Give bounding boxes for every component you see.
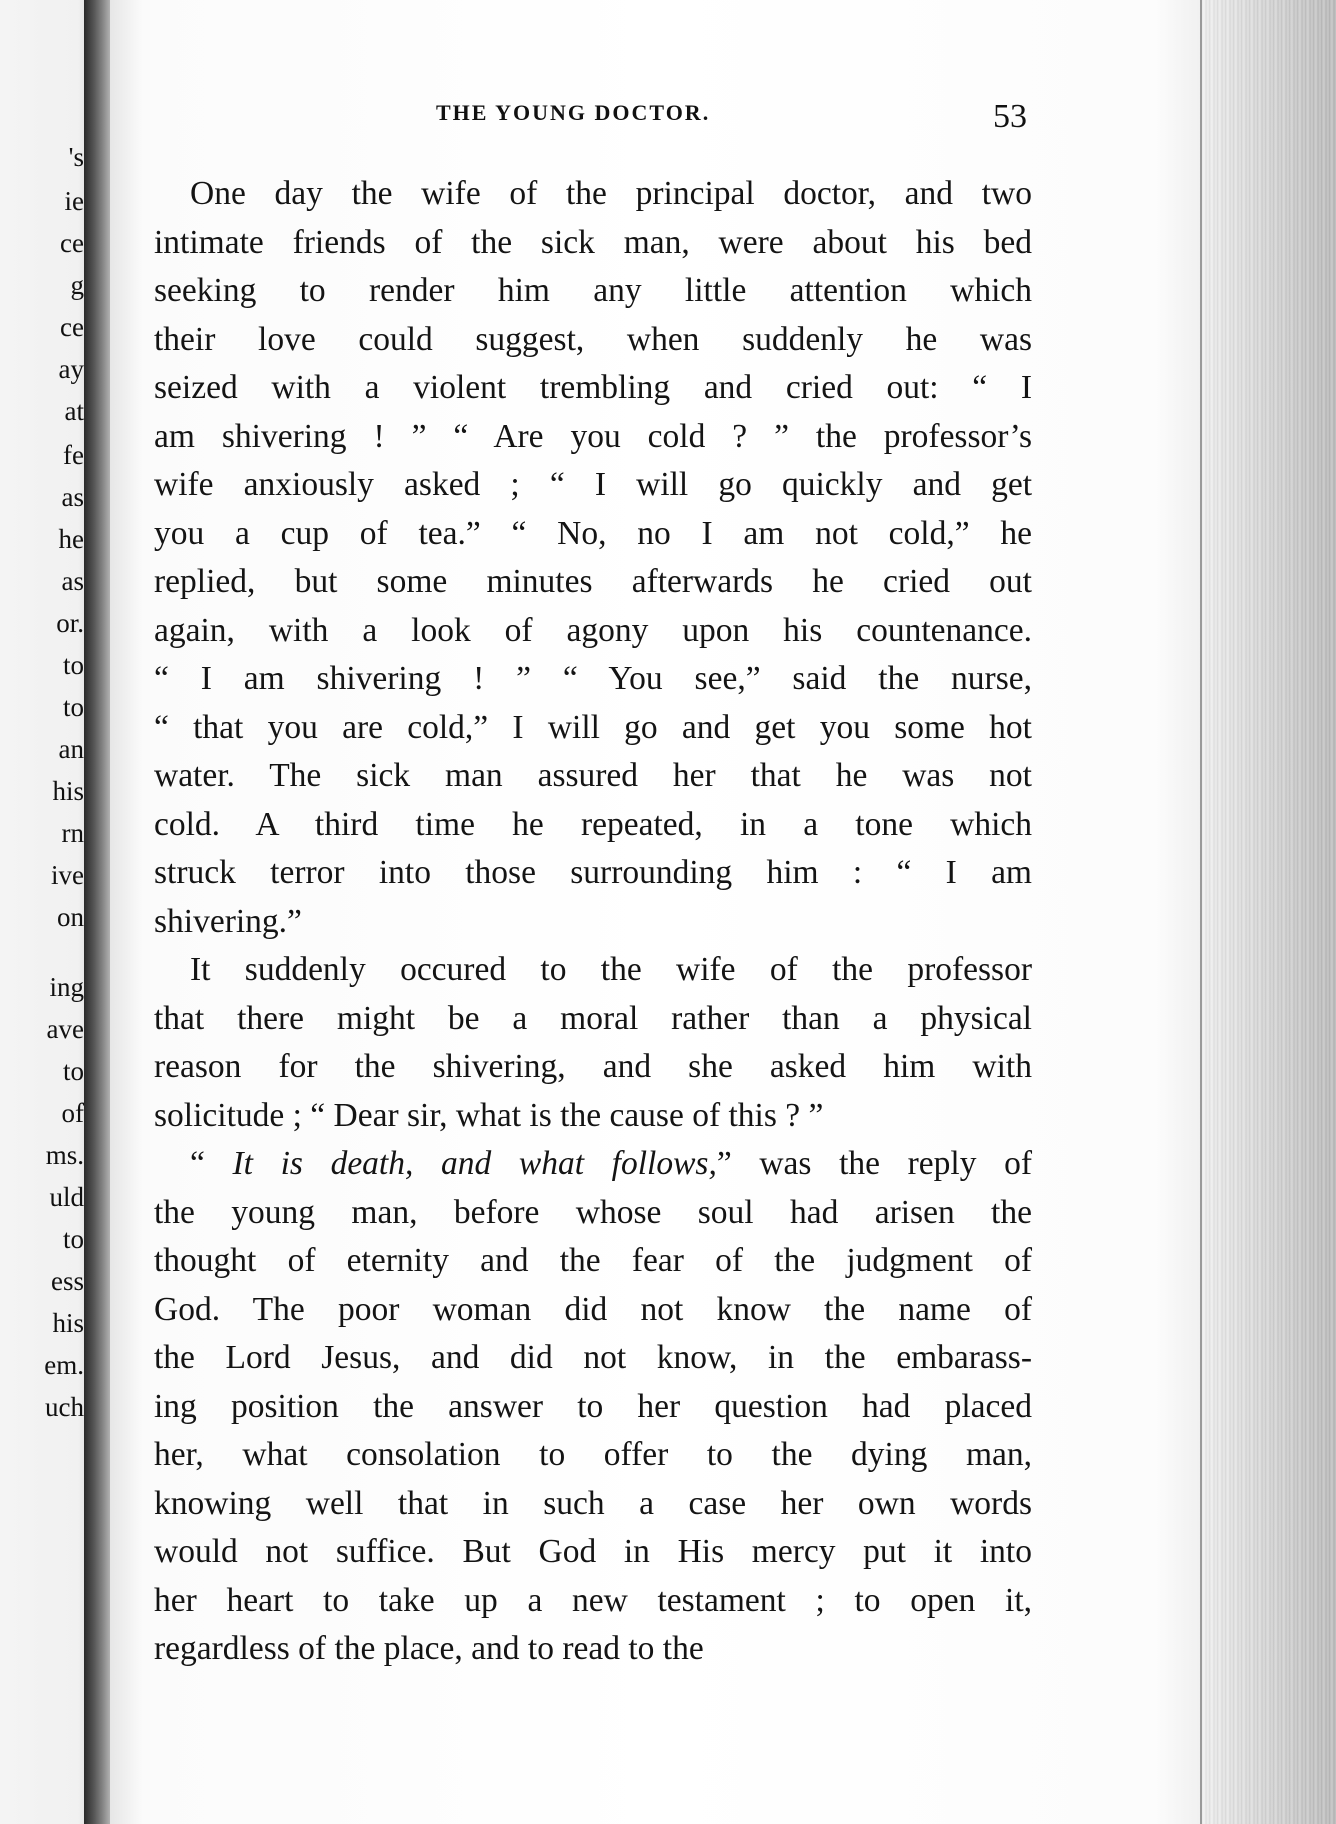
left-page-fragment: on bbox=[57, 902, 84, 932]
running-head-title: THE YOUNG DOCTOR. bbox=[436, 100, 711, 125]
text-line: the Lord Jesus, and did not know, in the embarass- bbox=[154, 1339, 1032, 1376]
left-page-fragment: g bbox=[70, 270, 84, 300]
left-page-fragment: to bbox=[62, 1224, 84, 1254]
left-page-fragment: as bbox=[61, 566, 84, 596]
left-page-fragment: ce bbox=[60, 312, 84, 342]
left-page-fragment: ing bbox=[49, 972, 84, 1002]
left-page-fragment: ie bbox=[64, 186, 84, 216]
left-page-fragment: of bbox=[61, 1098, 84, 1128]
left-page-fragment: or. bbox=[56, 608, 84, 638]
left-page-fragment: his bbox=[52, 1308, 84, 1338]
page-number: 53 bbox=[993, 98, 1027, 135]
text-line: “ that you are cold,” I will go and get you some hot bbox=[154, 708, 1032, 746]
left-page-fragment: ce bbox=[60, 228, 84, 258]
left-page-fragment: fe bbox=[63, 440, 84, 470]
text-line: intimate friends of the sick man, were about his bed bbox=[154, 223, 1032, 261]
left-page-fragment: 's bbox=[68, 142, 84, 172]
running-head bbox=[436, 100, 1036, 126]
text-line: am shivering ! ” “ Are you cold ? ” the professor’s bbox=[154, 417, 1032, 455]
page-edges bbox=[1200, 0, 1336, 1824]
left-page-fragment: he bbox=[58, 524, 84, 554]
text-line: thought of eternity and the fear of the judgment of bbox=[154, 1242, 1032, 1279]
left-page-fragment: to bbox=[62, 1056, 84, 1086]
text-line: cold. A third time he repeated, in a tone which bbox=[154, 805, 1032, 843]
left-page-fragment: ess bbox=[51, 1266, 84, 1296]
left-page-fragment: uch bbox=[45, 1392, 84, 1422]
text-line: One day the wife of the principal doctor, and two bbox=[190, 175, 1032, 212]
text-line: seeking to render him any little attention which bbox=[154, 272, 1032, 309]
text-line: God. The poor woman did not know the name of bbox=[154, 1290, 1032, 1328]
left-page-fragment: ive bbox=[51, 860, 84, 890]
text-line: solicitude ; “ Dear sir, what is the cause of this ? ” bbox=[154, 1096, 824, 1134]
text-line: their love could suggest, when suddenly he was bbox=[154, 320, 1032, 358]
text-line: again, with a look of agony upon his countenance. bbox=[154, 611, 1032, 649]
italic-quote: It is death, and what follows, bbox=[232, 1145, 717, 1182]
body-text bbox=[154, 170, 1032, 1674]
text-line: you a cup of tea.” “ No, no I am not cold,” he bbox=[154, 514, 1032, 552]
left-page-fragment: at bbox=[64, 396, 84, 426]
text-line: It suddenly occured to the wife of the professor bbox=[190, 951, 1032, 988]
text-line: seized with a violent trembling and cried out: “ I bbox=[154, 369, 1032, 406]
left-facing-page bbox=[0, 0, 92, 1824]
text-line: water. The sick man assured her that he was not bbox=[154, 757, 1032, 794]
text-line: ing position the answer to her question had placed bbox=[154, 1387, 1032, 1425]
paragraph-1 bbox=[154, 170, 1032, 946]
text-line: knowing well that in such a case her own words bbox=[154, 1484, 1032, 1522]
text-line: “ I am shivering ! ” “ You see,” said the nurse, bbox=[154, 660, 1032, 697]
left-page-fragment: em. bbox=[44, 1350, 84, 1380]
text-line: regardless of the place, and to read to the bbox=[154, 1630, 704, 1667]
text-line: her, what consolation to offer to the dying man, bbox=[154, 1436, 1032, 1473]
text-line: reason for the shivering, and she asked him with bbox=[154, 1048, 1032, 1085]
paragraph-3 bbox=[154, 1140, 1032, 1674]
text-line: would not suffice. But God in His mercy put it into bbox=[154, 1533, 1032, 1570]
left-page-fragment: rn bbox=[61, 818, 84, 848]
left-page-fragment: ay bbox=[58, 354, 84, 384]
left-page-fragment: an bbox=[58, 734, 84, 764]
paragraph-3-first-line: “ It is death, and what follows,” was the reply of bbox=[190, 1145, 1032, 1182]
text-line: the young man, before whose soul had arisen the bbox=[154, 1193, 1032, 1231]
left-page-fragment: ms. bbox=[45, 1140, 84, 1170]
text-line: wife anxiously asked ; “ I will go quickly and get bbox=[154, 466, 1032, 503]
text-line: replied, but some minutes afterwards he cried out bbox=[154, 563, 1032, 600]
left-page-fragment: uld bbox=[49, 1182, 84, 1212]
left-page-fragment: his bbox=[52, 776, 84, 806]
paragraph-2 bbox=[154, 946, 1032, 1140]
text-line: struck terror into those surrounding him : “ I am bbox=[154, 854, 1032, 891]
left-page-fragment: ave bbox=[46, 1014, 84, 1044]
text-line: that there might be a moral rather than a physical bbox=[154, 999, 1032, 1037]
book-gutter bbox=[84, 0, 112, 1824]
left-page-fragment: as bbox=[61, 482, 84, 512]
left-page-fragment: to bbox=[62, 692, 84, 722]
text-line: her heart to take up a new testament ; to open it, bbox=[154, 1581, 1032, 1619]
first-line-rest: was the reply of bbox=[731, 1145, 1032, 1182]
left-page-fragment: to bbox=[62, 650, 84, 680]
text-line: shivering.” bbox=[154, 902, 302, 940]
